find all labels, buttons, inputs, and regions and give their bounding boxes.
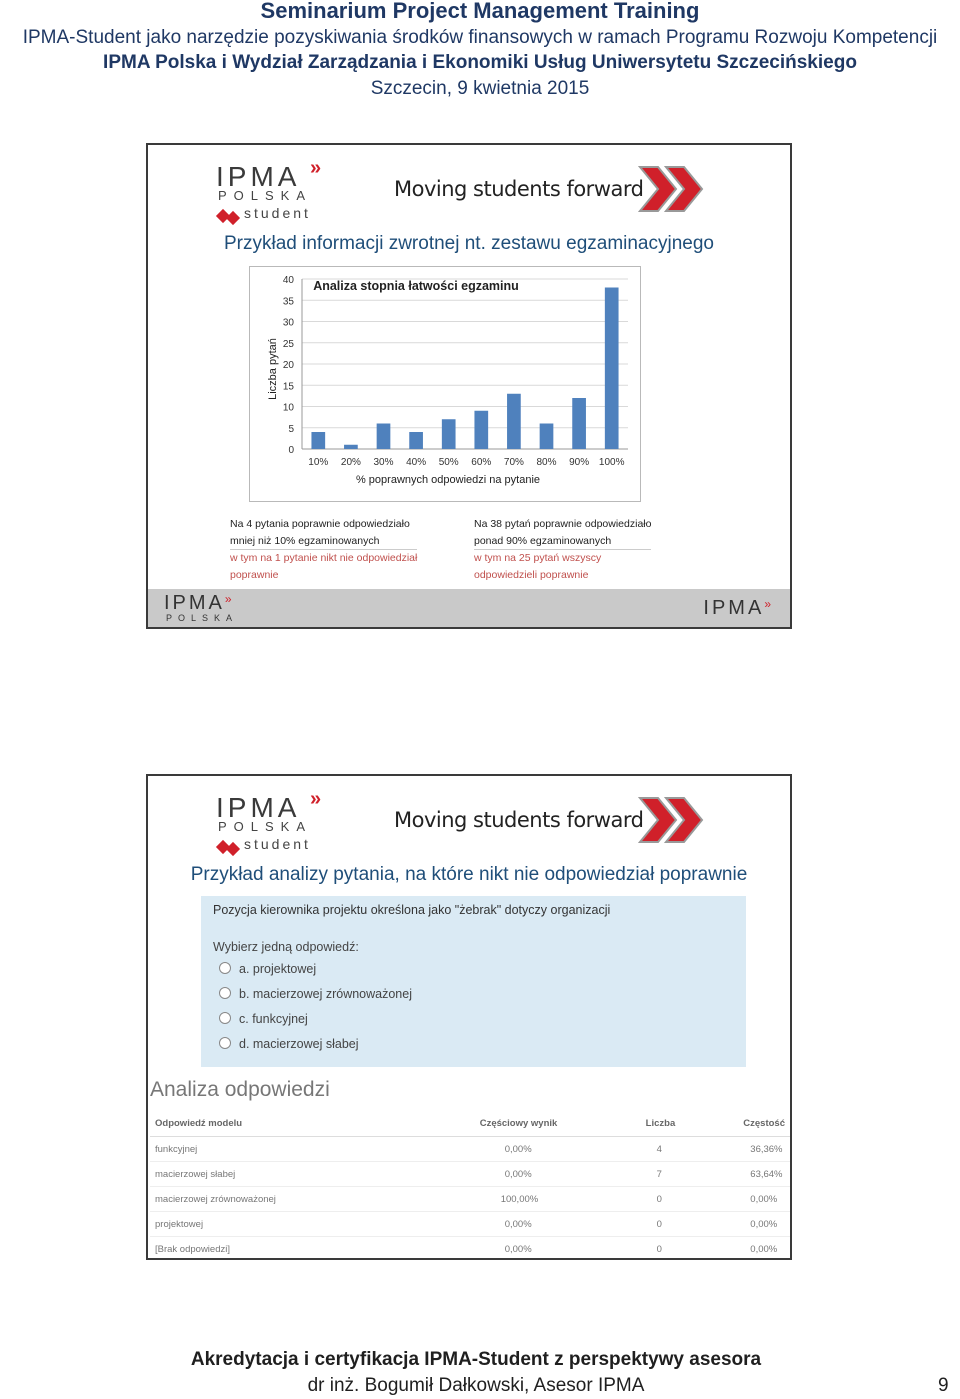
footer-title: Akredytacja i certyfikacja IPMA-Student z perspektywy asesora xyxy=(190,1349,762,1370)
bar xyxy=(409,432,423,449)
double-chevron-icon xyxy=(636,159,708,219)
x-tick-label: 20% xyxy=(340,457,361,468)
radio-icon[interactable] xyxy=(219,1037,231,1049)
slide-title: Przykład informacji zwrotnej nt. zestawu egzaminacyjnego xyxy=(224,233,714,254)
bar xyxy=(540,424,554,450)
notes-low-score: Na 4 pytania poprawnie odpowiedziało mniej niż 10% egzaminowanych w tym na 1 pytanie nikt nie odpowiedział poprawnie xyxy=(230,518,418,581)
ipma-student-logo: IPMA » POLSKA student xyxy=(216,792,328,854)
col-header: Liczba xyxy=(641,1111,739,1137)
x-tick-label: 10% xyxy=(308,457,329,468)
y-tick-label: 25 xyxy=(282,338,294,350)
bar xyxy=(344,445,358,449)
y-tick-label: 20 xyxy=(282,360,294,371)
slide-question-analysis xyxy=(146,774,792,1260)
page-number: 9 xyxy=(938,1375,949,1396)
bar xyxy=(311,432,325,449)
table-row: macierzowej zrównoważonej 100,00% 0 0,00% xyxy=(150,1187,790,1212)
y-tick-label: 30 xyxy=(282,317,294,329)
bar xyxy=(572,398,586,449)
col-header: Częściowy wynik xyxy=(475,1111,641,1137)
slide-footer-band xyxy=(148,589,790,627)
col-header: Częstość xyxy=(738,1111,790,1137)
table-header-row xyxy=(150,1111,790,1137)
question-text: Pozycja kierownika projektu określona jako "żebrak" dotyczy organizacji xyxy=(213,903,611,917)
x-tick-label: 100% xyxy=(598,457,625,468)
x-tick-label: 60% xyxy=(471,457,492,468)
radio-icon[interactable] xyxy=(219,962,231,974)
ipma-student-logo: IPMA » POLSKA student xyxy=(216,161,328,223)
notes-high-score: Na 38 pytań poprawnie odpowiedziało ponad 90% egzaminowanych w tym na 25 pytań wszyscy odpowiedzieli poprawnie xyxy=(474,518,652,581)
header-organizers: IPMA Polska i Wydział Zarządzania i Ekonomiki Usług Uniwersytetu Szczecińskiego xyxy=(103,52,857,73)
y-tick-label: 15 xyxy=(282,381,294,393)
y-axis-label: Liczba pytań xyxy=(267,338,279,400)
bar xyxy=(605,288,619,450)
table-row: [Brak odpowiedzi] 0,00% 0 0,00% xyxy=(150,1237,790,1261)
tagline: Moving students forward xyxy=(394,808,644,832)
exam-difficulty-chart xyxy=(249,266,641,502)
answer-prompt: Wybierz jedną odpowiedź: xyxy=(213,940,359,954)
ipma-polska-logo: IPMA» POLSKA xyxy=(164,592,239,623)
answer-option[interactable]: b. macierzowej zrównoważonej xyxy=(219,987,412,1001)
y-tick-label: 5 xyxy=(288,423,294,435)
tagline: Moving students forward xyxy=(394,177,644,201)
table-row: projektowej 0,00% 0 0,00% xyxy=(150,1212,790,1237)
chart-title: Analiza stopnia łatwości egzaminu xyxy=(313,279,519,293)
ipma-logo: IPMA» xyxy=(703,597,774,619)
x-tick-label: 90% xyxy=(569,457,590,468)
x-tick-label: 50% xyxy=(438,457,459,468)
slide-exam-feedback xyxy=(146,143,792,629)
bar xyxy=(377,424,391,450)
answer-option[interactable]: c. funkcyjnej xyxy=(219,1012,308,1026)
answer-option[interactable]: a. projektowej xyxy=(219,962,316,976)
header-subtitle: IPMA-Student jako narzędzie pozyskiwania środków finansowych w ramach Programu Rozwoju Kompetencji xyxy=(22,27,938,48)
bar xyxy=(507,394,521,449)
question-panel xyxy=(201,896,746,1067)
analysis-title: Analiza odpowiedzi xyxy=(150,1078,330,1101)
answer-analysis-table xyxy=(150,1111,790,1260)
x-axis-label: % poprawnych odpowiedzi na pytanie xyxy=(355,474,541,486)
col-header: Odpowiedź modelu xyxy=(150,1111,475,1137)
x-tick-label: 70% xyxy=(503,457,524,468)
header-title: Seminarium Project Management Training xyxy=(260,0,700,23)
bar-chart-svg xyxy=(250,267,640,501)
footer-author: dr inż. Bogumił Dałkowski, Asesor IPMA xyxy=(307,1375,645,1396)
bar xyxy=(442,419,456,449)
x-tick-label: 40% xyxy=(406,457,427,468)
x-tick-label: 80% xyxy=(536,457,557,468)
answer-option[interactable]: d. macierzowej słabej xyxy=(219,1037,359,1051)
double-chevron-icon xyxy=(636,790,708,850)
bar xyxy=(474,411,488,449)
table-row: macierzowej słabej 0,00% 7 63,64% xyxy=(150,1162,790,1187)
radio-icon[interactable] xyxy=(219,1012,231,1024)
y-tick-label: 40 xyxy=(282,275,294,286)
table-row: funkcyjnej 0,00% 4 36,36% xyxy=(150,1137,790,1162)
x-tick-label: 30% xyxy=(373,457,394,468)
header-place-date: Szczecin, 9 kwietnia 2015 xyxy=(370,78,590,99)
y-tick-label: 10 xyxy=(282,402,294,414)
y-tick-label: 0 xyxy=(288,445,294,456)
y-tick-label: 35 xyxy=(282,296,294,308)
slide-title: Przykład analizy pytania, na które nikt nie odpowiedział poprawnie xyxy=(190,864,748,885)
radio-icon[interactable] xyxy=(219,987,231,999)
